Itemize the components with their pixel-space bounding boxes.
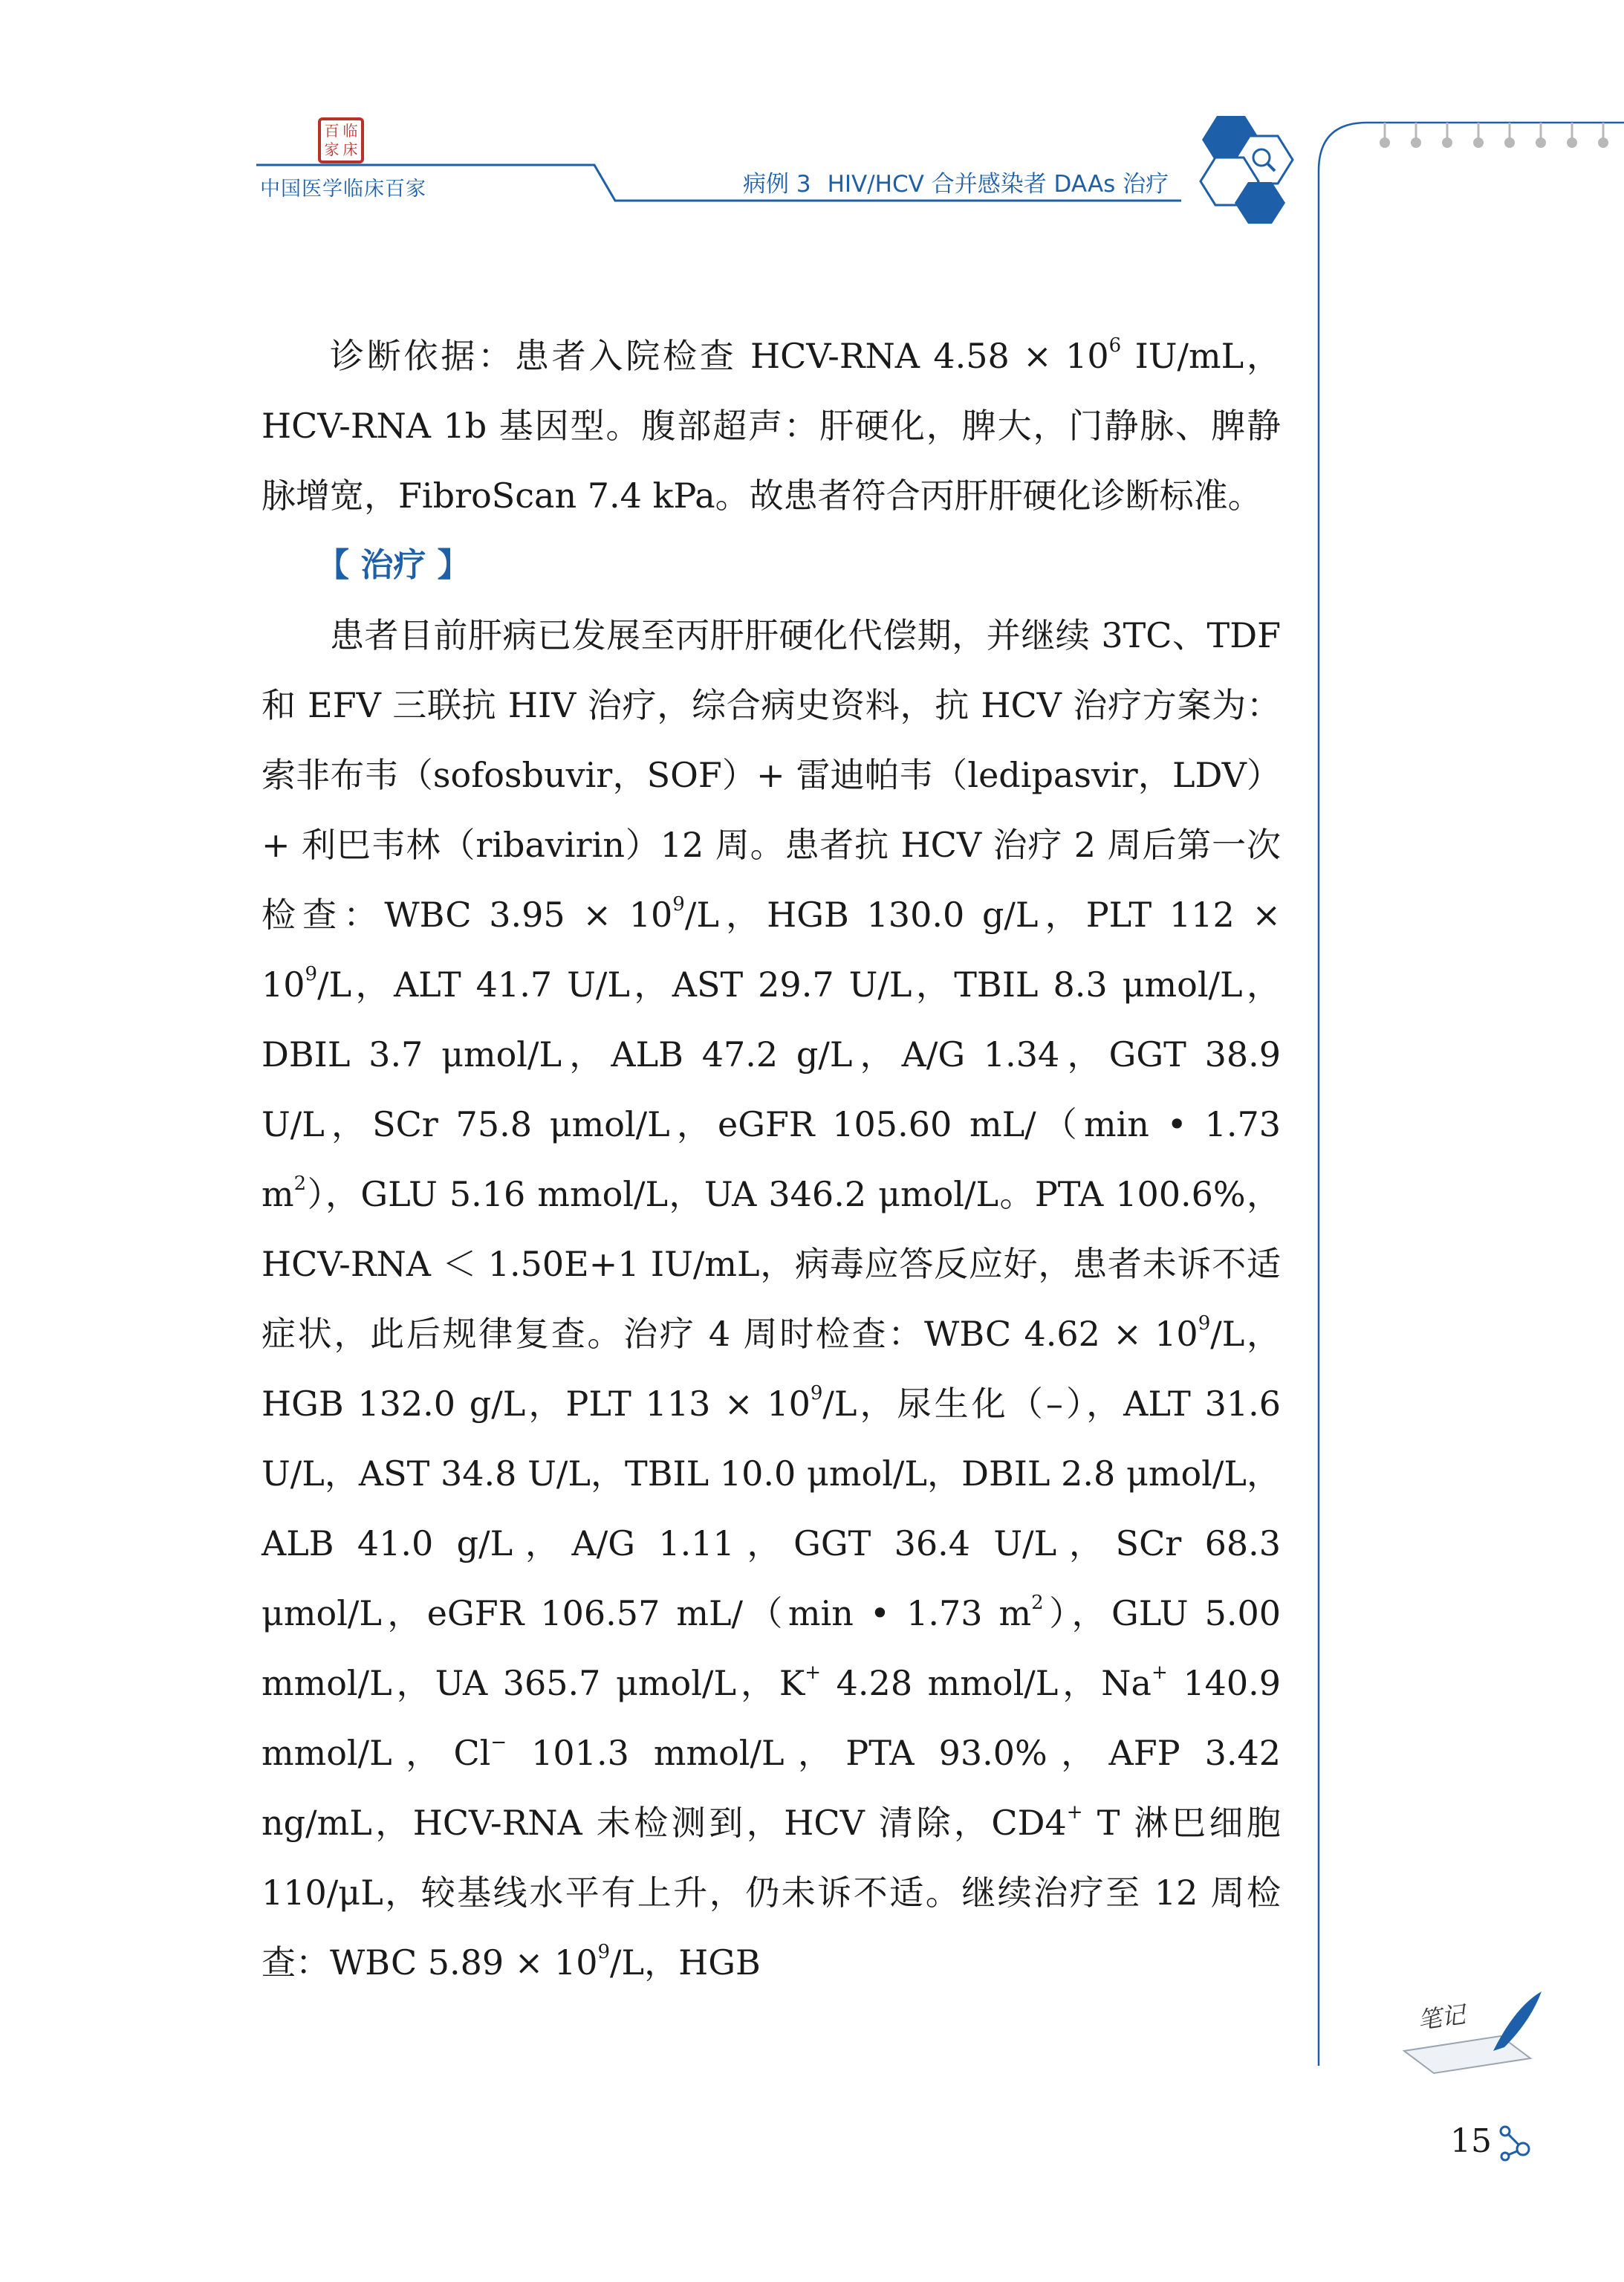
notes-label: 笔记 xyxy=(1415,2000,1467,2035)
running-title-topic: HIV/HCV 合并感染者 DAAs 治疗 xyxy=(827,171,1169,198)
logo-seal: 百 临 家 床 xyxy=(318,117,364,163)
notes-margin-line xyxy=(1319,123,1624,2066)
treatment-paragraph: 患者目前肝病已发展至丙肝肝硬化代偿期，并继续 3TC、TDF 和 EFV 三联抗 HIV 治疗，综合病史资料，抗 HCV 治疗方案为：索非布韦（sofosbuvir，SOF）+ 雷迪帕韦（ledipasvir，LDV）+ 利巴韦林（ribavirin）12 周。患者抗 HCV 治疗 2 周后第一次检查：WBC $3.95 \times 10^9/L$，HGB 130.0 g/L，PLT $112 \times 10^9/L$，ALT 41.7 U/L，AST 29.7 U/L，TBIL 8.3 μmol/L，DBIL 3.7 μmol/L，ALB 47.2 g/L，A/G 1.34，GGT 38.9 U/L，SCr 75.8 μmol/L，eGFR 105.60 mL/（min • 1.73 $m^2$），GLU 5.16 mmol/L，UA 346.2 μmol/L。PTA 100.6%，HCV-RNA ＜ 1.50E+1 IU/mL，病毒应答反应好，患者未诉不适症状，此后规律复查。治疗 4 周时检查：WBC $4.62 \times 10^9/L$，HGB 132.0 g/L，PLT $113 \times 10^9/L$，尿生化（–），ALT 31.6 U/L，AST 34.8 U/L，TBIL 10.0 μmol/L，DBIL 2.8 μmol/L，ALB 41.0 g/L，A/G 1.11，GGT 36.4 U/L，SCr 68.3 μmol/L，eGFR 106.57 mL/（min • 1.73 $m^2$），GLU 5.00 mmol/L，UA 365.7 μmol/L，K+ 4.28 mmol/L，Na+ 140.9 mmol/L，Cl− 101.3 mmol/L，PTA 93.0%，AFP 3.42 ng/mL，HCV-RNA 未检测到，HCV 清除，CD4+ T 淋巴细胞 110/μL，较基线水平有上升，仍未诉不适。继续治疗至 12 周检查：WBC $5.89 \times 10^9/L$，HGB xyxy=(262,615,1282,1983)
binder-rings xyxy=(1380,123,1608,148)
page-molecule-icon xyxy=(1501,2127,1529,2160)
hexagon-magnifier-icon xyxy=(1201,116,1293,224)
page-number: 15 xyxy=(1450,2122,1492,2160)
running-title-case: 病例 3 xyxy=(743,171,811,198)
diagnosis-paragraph: 诊断依据：患者入院检查 HCV-RNA $4.58 \times 10^6$ IU/mL，HCV-RNA 1b 基因型。腹部超声：肝硬化，脾大，门静脉、脾静脉增宽，FibroScan 7.4 kPa。故患者符合丙肝肝硬化诊断标准。 xyxy=(262,334,1281,516)
brand-name: 中国医学临床百家 xyxy=(260,178,426,201)
body-text xyxy=(262,321,1281,1997)
running-title xyxy=(743,165,1169,198)
section-heading-treatment: 【 治疗 】 xyxy=(316,546,470,584)
